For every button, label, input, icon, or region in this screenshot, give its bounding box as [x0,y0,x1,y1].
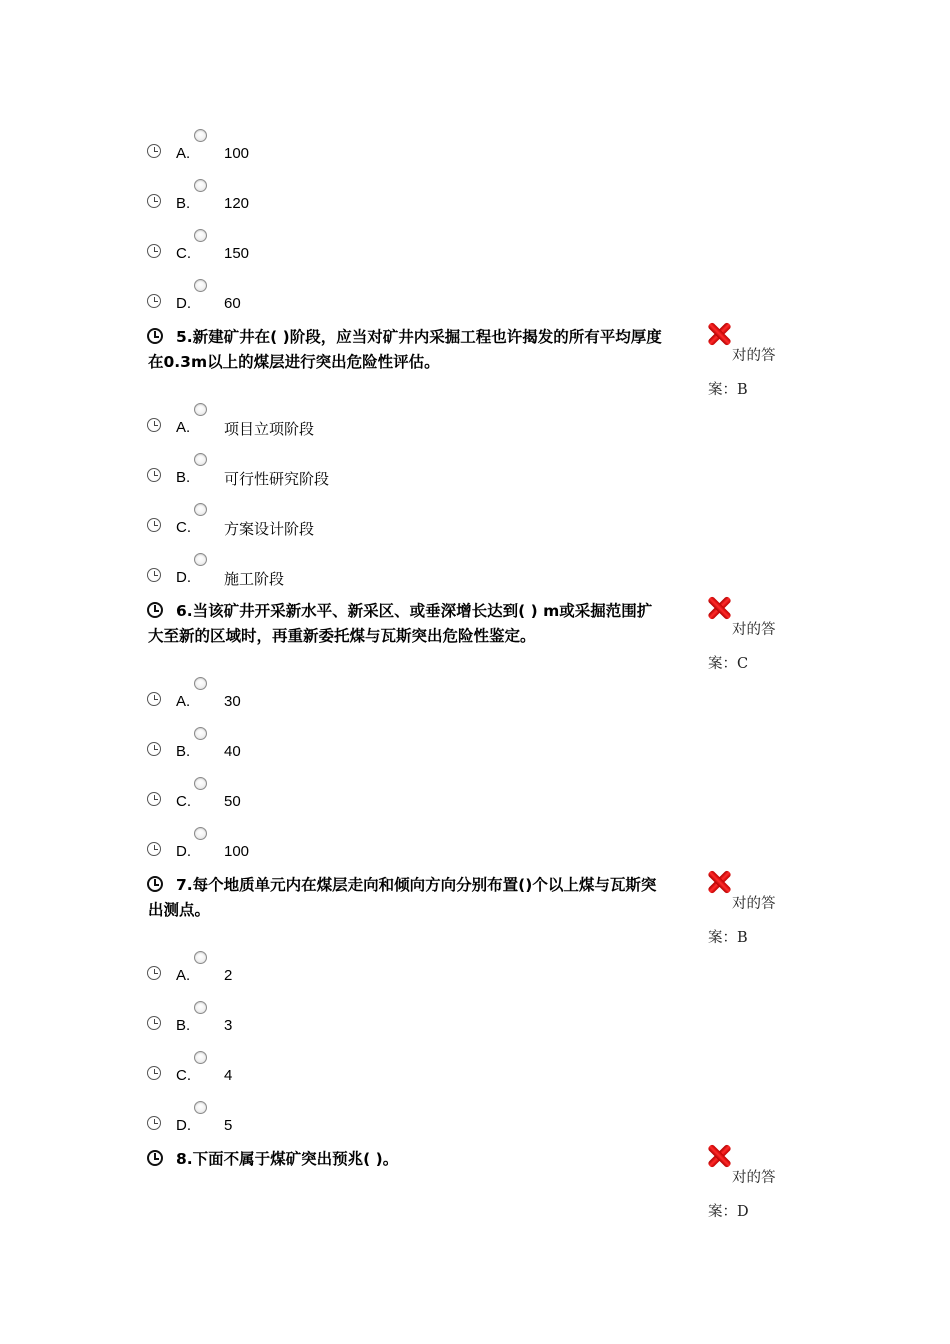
option-text: 100 [224,843,250,860]
correct-answer-value: 案：C [708,656,749,672]
clock-icon [147,144,161,158]
option-letter: A. [176,419,191,436]
option-letter: D. [176,569,191,586]
question-text [148,599,708,649]
option-letter: C. [176,519,191,536]
option-text: 5 [224,1117,233,1134]
clock-icon [147,568,161,582]
radio-q6-a[interactable] [194,677,207,690]
option-letter: B. [176,743,191,760]
question-text [148,1147,708,1172]
option-text: 100 [224,145,250,162]
option-letter: B. [176,1017,191,1034]
option-letter: A. [176,967,191,984]
radio-q6-d[interactable] [194,827,207,840]
clock-icon [147,842,161,856]
option-text: 施工阶段 [224,570,285,588]
wrong-mark-icon [707,596,731,620]
radio-q7-b[interactable] [194,1001,207,1014]
correct-answer-label: 对的答 [732,622,776,638]
radio-q5-d[interactable] [194,553,207,566]
correct-answer-value: 案：B [708,382,748,398]
radio-q7-d[interactable] [194,1101,207,1114]
clock-icon [147,194,161,208]
option-text: 方案设计阶段 [224,520,315,538]
radio-q7-c[interactable] [194,1051,207,1064]
option-letter: C. [176,1067,191,1084]
clock-icon [147,1066,161,1080]
option-letter: D. [176,843,191,860]
clock-icon [147,518,161,532]
question-line: 5.新建矿井在( )阶段，应当对矿井内采掘工程也许揭发的所有平均厚度 [176,328,662,346]
radio-q4-a[interactable] [194,129,207,142]
clock-icon [147,742,161,756]
clock-icon [147,966,161,980]
wrong-mark-icon [707,870,731,894]
correct-answer-label: 对的答 [732,348,776,364]
question-line: 8.下面不属于煤矿突出预兆( )。 [176,1150,399,1168]
radio-q4-c[interactable] [194,229,207,242]
question-line: 6.当该矿井开采新水平、新采区、或垂深增长达到( ) m或采掘范围扩 [176,602,653,620]
correct-answer-label: 对的答 [732,1170,776,1186]
option-text: 30 [224,693,241,710]
radio-q6-c[interactable] [194,777,207,790]
option-letter: C. [176,793,191,810]
clock-icon [147,692,161,706]
option-text: 可行性研究阶段 [224,470,330,488]
clock-icon [147,792,161,806]
clock-icon [147,1116,161,1130]
question-text [148,873,708,923]
clock-icon [147,418,161,432]
option-letter: B. [176,195,191,212]
clock-icon [147,1016,161,1030]
radio-q4-b[interactable] [194,179,207,192]
clock-icon [147,468,161,482]
option-letter: A. [176,145,191,162]
option-text: 3 [224,1017,233,1034]
option-text: 40 [224,743,241,760]
question-line: 大至新的区域时，再重新委托煤与瓦斯突出危险性鉴定。 [148,627,536,645]
clock-icon [147,244,161,258]
correct-answer-value: 案：B [708,930,748,946]
option-letter: C. [176,245,191,262]
option-text: 50 [224,793,241,810]
option-text: 项目立项阶段 [224,420,315,438]
option-text: 2 [224,967,233,984]
question-line: 出测点。 [148,901,211,919]
option-text: 150 [224,245,250,262]
radio-q5-c[interactable] [194,503,207,516]
question-text [148,325,708,375]
option-text: 60 [224,295,241,312]
radio-q5-b[interactable] [194,453,207,466]
clock-icon [147,294,161,308]
correct-answer-label: 对的答 [732,896,776,912]
wrong-mark-icon [707,1144,731,1168]
option-letter: A. [176,693,191,710]
option-letter: D. [176,1117,191,1134]
option-text: 120 [224,195,250,212]
question-line: 在0.3m以上的煤层进行突出危险性评估。 [148,353,440,371]
option-text: 4 [224,1067,233,1084]
radio-q6-b[interactable] [194,727,207,740]
radio-q7-a[interactable] [194,951,207,964]
radio-q4-d[interactable] [194,279,207,292]
question-line: 7.每个地质单元内在煤层走向和倾向方向分别布置()个以上煤与瓦斯突 [176,876,657,894]
wrong-mark-icon [707,322,731,346]
radio-q5-a[interactable] [194,403,207,416]
correct-answer-value: 案：D [708,1204,749,1220]
option-letter: D. [176,295,191,312]
option-letter: B. [176,469,191,486]
